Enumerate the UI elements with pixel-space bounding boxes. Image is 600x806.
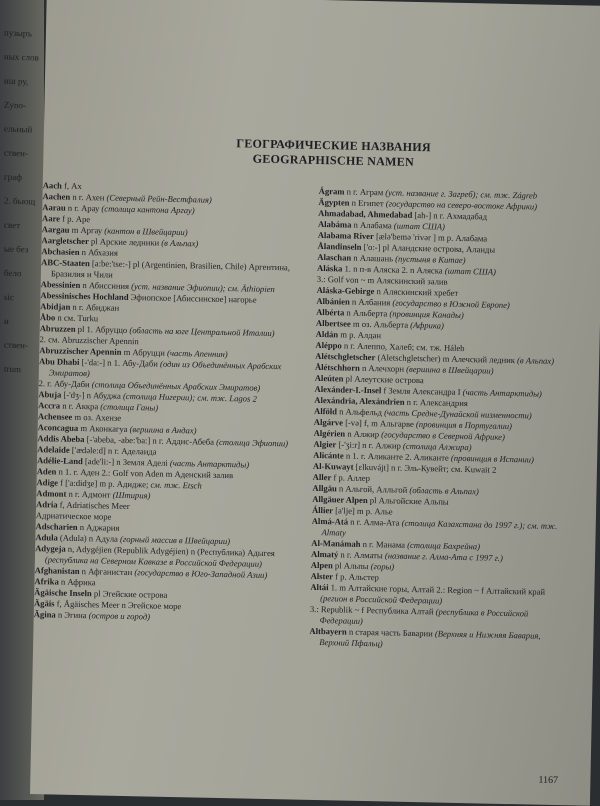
entry-headword: Accra xyxy=(38,400,61,411)
entry-translation: n Абиссиния xyxy=(80,279,132,292)
entry-note: (кантон в Швейцарии) xyxy=(104,225,188,238)
entry-note: (республика в Российской Федерации) xyxy=(319,606,529,626)
entry-headword: Alexándria, Alexándrien xyxy=(314,394,405,407)
entry-note: (горный массив в Швейцарии) xyxy=(119,533,231,547)
dictionary-entry xyxy=(309,626,571,653)
entry-note: (провинция в Португалии) xyxy=(415,419,513,432)
entry-note: (остров и город) xyxy=(88,610,151,622)
entry-note: (уст. название Эфиопии); см. Äthiopien xyxy=(131,281,275,295)
entry-headword: Abessinien xyxy=(40,279,81,290)
entry-translation: 2. г. Абу-Даби xyxy=(38,378,92,390)
entry-headword: Ålandinseln xyxy=(317,240,362,252)
entry-headword: Aachen xyxy=(42,191,71,202)
entry-translation: m Аконкагуа xyxy=(78,422,130,435)
entry-headword: Al-Kuwayt xyxy=(312,460,354,472)
entry-headword: Adula xyxy=(35,532,58,543)
entry-note: (вершина в Швейцарии) xyxy=(406,363,494,376)
heading-german: GEOGRAPHISCHE NAMEN xyxy=(252,151,415,169)
entry-translation: f Земля Александра I xyxy=(381,385,463,398)
entry-headword: Abu Dhabi xyxy=(38,356,80,367)
entry-headword: Allgäu xyxy=(312,482,337,494)
entry-translation: n Албания xyxy=(349,296,393,308)
entry-translation: (Aletschgletscher) m Алечский ледник xyxy=(375,352,518,366)
entry-note: (название г. Алма-Ата с 1997 г.) xyxy=(384,550,503,563)
entry-translation: n г. Алматы xyxy=(338,549,386,561)
entry-headword: Abidjan xyxy=(40,301,71,312)
entry-translation: Адриатическое море xyxy=(35,510,112,522)
entry-headword: Achensee xyxy=(37,411,73,422)
entry-headword: Aare xyxy=(41,213,61,224)
entry-headword: Alaschan xyxy=(317,251,352,263)
entry-headword: Ägypten xyxy=(318,196,350,208)
entry-note: (часть Средне-Дунайской низменности) xyxy=(384,407,532,421)
previous-page-text-fragment: Zyno- xyxy=(3,99,27,111)
previous-page-text-fragment: ствен- xyxy=(3,339,29,351)
previous-page-text-fragment: ельный xyxy=(3,123,33,135)
entry-translation: f, Adriatisches Meer xyxy=(57,499,130,512)
entry-headword: Abchasien xyxy=(41,246,80,257)
previous-page-text-fragment: бело xyxy=(3,267,22,279)
previous-page-text-fragment: ных слов xyxy=(3,51,40,63)
entry-translation: n Алашань xyxy=(351,252,396,264)
entry-translation: [ah-] n г. Ахмадабад xyxy=(412,209,488,222)
heading-russian: ГЕОГРАФИЧЕСКИЕ НАЗВАНИЯ xyxy=(236,136,432,155)
entry-headword: Aconcagua xyxy=(37,422,79,433)
entry-translation: n Абхазия xyxy=(79,246,119,258)
entry-note: (один из Объединённых Арабских Эмиратов) xyxy=(48,358,282,379)
entry-translation: n Альфельд xyxy=(336,406,385,418)
entry-note: (провинция Канады) xyxy=(389,308,464,321)
entry-translation: 1. n п-в Аляска 2. n Аляска xyxy=(342,263,445,276)
entry-translation: n г. Аграм xyxy=(344,186,386,198)
entry-note: (в Альпах) xyxy=(161,237,199,249)
entry-note: (столица Ганы) xyxy=(100,401,159,413)
entry-headword: Afghanistan xyxy=(34,565,80,577)
entry-headword: Aléppo xyxy=(315,339,342,351)
entry-headword: Ägäische Inseln xyxy=(34,587,92,599)
previous-page-text-fragment: 2. бьющ xyxy=(3,195,36,207)
entry-translation: pl Арские ледники xyxy=(88,236,162,248)
previous-page-text-fragment: ствен- xyxy=(3,147,29,159)
entry-headword: Alster xyxy=(310,570,334,582)
entry-headword: Aden xyxy=(36,466,57,477)
entry-translation: n Алабама xyxy=(351,219,394,231)
entry-headword: Abuja xyxy=(38,389,62,400)
entry-headword: Aach xyxy=(42,180,62,191)
entry-note: см. тж. Etsch xyxy=(150,479,202,491)
page-number: 1167 xyxy=(538,774,559,787)
entry-note: (государство в Юго-Западной Азии) xyxy=(134,567,268,580)
entry-headword: Aleúten xyxy=(314,372,344,384)
entry-headword: Adscharien xyxy=(35,521,78,532)
entry-headword: ABC-Staaten xyxy=(41,257,90,269)
entry-translation: [ælə'bemə 'rivər ] m р. Алабама xyxy=(373,231,488,244)
entry-note: (государство в Северной Африке) xyxy=(381,429,506,442)
dictionary-page xyxy=(30,0,600,806)
entry-translation: pl Альгойские Альпы xyxy=(367,495,449,507)
entry-translation: n Альберта xyxy=(344,307,390,319)
entry-headword: Algérien xyxy=(313,427,346,439)
entry-translation: [-və] f, m Альгарве xyxy=(342,417,417,430)
previous-page-text-fragment: trum xyxy=(3,363,22,375)
entry-note: (область на юге Центральной Италии) xyxy=(129,325,275,339)
entry-translation: n г. Адмонт xyxy=(66,488,113,500)
entry-translation: [a:be:'tse:-] pl (Argentinien, Brasilien, Chile) Аргентина, Бразилия и Чили xyxy=(50,258,291,280)
entry-note: (столица Объединённых Арабских Эмиратов) xyxy=(91,379,261,393)
entry-headword: Albánien xyxy=(316,295,350,307)
entry-translation: m оз. Ахензе xyxy=(72,411,122,423)
previous-page-text-fragment: sic xyxy=(3,291,15,303)
entry-translation: n Афганистан xyxy=(79,566,135,578)
entry-note: (уст. название г. Загреб); см. тж. Zágreb xyxy=(385,187,538,201)
entry-note: (столица Алжира) xyxy=(402,440,472,453)
entry-headword: Alabama River xyxy=(317,229,374,242)
entry-headword: Algier xyxy=(313,438,337,450)
entry-translation: n г. Алеппо, Халеб; см. тж. Háleb xyxy=(341,340,465,354)
entry-headword: Abruzzen xyxy=(39,323,76,334)
entry-translation: pl Альпы xyxy=(332,560,371,572)
entry-translation: f р. Альстер xyxy=(332,571,380,583)
entry-note: (столица Нигерии); см. тж. Lagos 2 xyxy=(122,390,257,404)
entry-translation: [ɛlkuvájt] n г. Эль-Кувейт; см. Kuwait 2 xyxy=(353,461,497,475)
entry-note: (Африка) xyxy=(410,319,444,331)
entry-headword: Albérta xyxy=(316,306,345,318)
entry-note: (столица Казахстана до 1997 г.); см. тж. Almaty xyxy=(321,517,558,538)
right-column xyxy=(309,186,581,653)
entry-note: (государство в Южной Европе) xyxy=(392,297,510,310)
entry-translation: f, Ах xyxy=(61,180,82,191)
previous-page-text-fragment: ые без xyxy=(3,243,29,255)
entry-translation: n г. Ахен xyxy=(70,191,107,203)
entry-headword: Almá-Atá xyxy=(311,515,349,527)
entry-headword: Abruzzischer Apennin xyxy=(39,345,122,357)
entry-translation: [-'ʒi:r] n г. Алжир xyxy=(336,439,404,451)
entry-headword: Albertsee xyxy=(315,317,351,329)
entry-translation: m р. Алдан xyxy=(338,329,382,341)
entry-headword: Åbo xyxy=(39,312,56,323)
entry-headword: Abessinisches Hochland xyxy=(40,290,129,302)
previous-page-text-fragment: пузыръ xyxy=(3,27,33,39)
entry-translation: n Эгина xyxy=(55,609,89,621)
entry-translation: n, Adygéjien (Republik Adygéjien) n (Республика) Адыгея xyxy=(65,543,275,559)
entry-note: (часть Апеннин) xyxy=(166,347,228,360)
entry-translation: 2. см. Abruzzischer Apennin xyxy=(39,334,139,347)
entry-translation: n г. Александрия xyxy=(404,396,468,409)
entry-translation: [-'abeba, -abe:'ba:] n г. Аддис-Абеба xyxy=(84,434,217,447)
entry-translation: f ['a:didʒe] m р. Адидже; xyxy=(57,477,151,490)
entry-note: (столица Эфиопии) xyxy=(216,436,289,449)
entry-translation: n г. Абиджан xyxy=(70,301,120,313)
entry-headword: Adygeja xyxy=(35,543,66,554)
entry-note: (столица кантона Аргау) xyxy=(101,203,195,216)
entry-translation: n старая часть Баварии xyxy=(346,626,436,639)
entry-headword: Adige xyxy=(36,477,59,488)
entry-headword: Alpen xyxy=(310,559,333,571)
entry-translation: f р. Аллер xyxy=(331,472,371,484)
entry-headword: Altbayern xyxy=(309,625,347,637)
entry-translation: pl Эгейские острова xyxy=(91,588,168,600)
entry-translation: ['o:-] pl Аландские острова, Аланды xyxy=(361,241,496,255)
previous-page-text-fragment: и xyxy=(3,315,10,327)
previous-page-text-fragment: свет xyxy=(3,219,21,231)
entry-note: (в Альпах) xyxy=(517,355,555,366)
entry-note: (Верхняя и Нижняя Бавария, Верхний Пфальц) xyxy=(319,628,541,649)
previous-page-text-fragment: граф xyxy=(3,171,23,183)
entry-translation: f, Ägäisches Meer n Эгейское море xyxy=(54,598,182,612)
entry-headword: Alicánte xyxy=(313,449,344,461)
entry-translation: f р. Аре xyxy=(59,213,91,225)
entry-headword: Adélie-Land xyxy=(36,455,83,467)
entry-translation: (Adula) n Адула xyxy=(57,532,121,544)
previous-page-text-fragment: иш ру, xyxy=(3,75,29,87)
entry-headword: Aller xyxy=(312,471,332,483)
entry-headword: Addis Abeba xyxy=(37,433,85,445)
entry-note: (республика на Северном Кавказе в Российской Федерации) xyxy=(44,554,263,569)
left-column xyxy=(34,180,311,626)
entry-note: (регион в Российской Федерации) xyxy=(320,593,443,606)
entry-note: (Северный Рейн-Вестфалия) xyxy=(106,192,212,205)
entry-headword: Aldán xyxy=(315,328,339,340)
entry-headword: Admont xyxy=(36,488,67,499)
entry-headword: Ålétschhorn xyxy=(314,361,361,373)
entry-headword: Állier xyxy=(311,504,334,516)
entry-headword: Altái xyxy=(310,581,329,593)
entry-translation: n г. Алма-Ата xyxy=(347,516,402,528)
entry-headword: Adria xyxy=(35,499,58,510)
entry-translation: [ade'li:-] n Земля Аделі xyxy=(82,456,171,468)
entry-translation: 1. m Алтайские горы, Алтай 2.: Region ~ f Алтайский край xyxy=(328,582,546,597)
entry-headword: Alexánder-I.-Insel xyxy=(314,383,382,396)
entry-translation: [-'da:-] n 1. Абу-Даби xyxy=(79,356,161,369)
entry-headword: Ahmadabad, Ahmedabad xyxy=(318,207,413,220)
entry-note: (часть Антарктиды) xyxy=(462,387,542,399)
entry-translation: n г. Аккра xyxy=(59,400,101,412)
entry-translation: pl 1. Абруццо xyxy=(75,323,130,336)
entry-headword: Aláska xyxy=(316,262,343,274)
entry-translation: n г. Арау xyxy=(65,202,102,214)
entry-translation: [a'lje] m р. Алье xyxy=(332,505,393,517)
entry-translation: m Абруцци xyxy=(121,346,168,358)
entry-note: (Штирия) xyxy=(112,489,151,501)
entry-headword: Ägina xyxy=(33,609,56,620)
entry-translation: n Аджария xyxy=(77,521,120,533)
entry-headword: Alföld xyxy=(313,405,338,417)
entry-note: (штат США) xyxy=(393,220,446,232)
entry-note: (штат США) xyxy=(444,265,497,277)
entry-headword: Aargletscher xyxy=(41,235,89,247)
entry-translation: m оз. Альберта xyxy=(350,318,411,330)
entry-translation: m Аргау xyxy=(69,224,105,236)
entry-note: (провинция в Испании) xyxy=(450,452,534,465)
entry-translation: n Африка xyxy=(58,576,96,588)
entry-note: (горы) xyxy=(370,561,395,572)
entry-headword: Aargau xyxy=(41,224,70,235)
entry-headword: Algárve xyxy=(313,416,344,428)
entry-headword: Ágram xyxy=(318,185,345,197)
entry-headword: Aarau xyxy=(42,202,66,213)
entry-note: (часть Антарктиды) xyxy=(169,457,250,470)
entry-translation: pl Алеутские острова xyxy=(343,373,424,386)
entry-headword: Adelaide xyxy=(37,444,70,455)
entry-translation: n 1. г. Аден 2.: Golf von Aden m Аденский залив xyxy=(56,466,234,481)
entry-headword: Alétschgletscher xyxy=(315,350,376,363)
entry-translation: n 1. г. Аликанте 2. Аликанте xyxy=(343,450,451,463)
entry-translation: 3.: Golf von ~ m Аляскинский залив xyxy=(316,273,448,287)
entry-translation: n Аляскинский хребет xyxy=(374,286,459,298)
entry-headword: Almatý xyxy=(310,548,339,560)
entry-translation: ['ædəle:d] n г. Аделаида xyxy=(69,444,157,457)
entry-headword: Alabáma xyxy=(317,218,352,230)
entry-translation: 3.: Republik ~ f Республика Алтай xyxy=(309,603,436,617)
entry-translation: n г. Манама xyxy=(360,538,408,550)
entry-translation: Эфиопское [Абиссинское] нагорье xyxy=(128,291,257,305)
entry-note: (государство на северо-востоке Африки) xyxy=(385,198,538,212)
entry-translation: n см. Turku xyxy=(55,312,99,324)
entry-headword: Afrika xyxy=(34,576,59,587)
entry-note: (область в Альпах) xyxy=(409,484,479,497)
entry-translation: n Алечхорн xyxy=(359,362,407,374)
entry-headword: Aláska-Gebirge xyxy=(316,284,375,297)
entry-translation: n Египет xyxy=(349,197,386,209)
entry-translation: [-'dʒ-] n Абуджа xyxy=(61,389,124,401)
entry-headword: Al-Manámah xyxy=(311,537,361,549)
entry-translation: n Альгой, Алльгой xyxy=(336,483,410,495)
section-heading xyxy=(193,135,474,171)
entry-note: (вершина в Андах) xyxy=(129,424,197,436)
entry-headword: Ägäis xyxy=(33,598,55,609)
entry-translation: n Алжир xyxy=(345,428,382,440)
entry-note: (столица Бахрейна) xyxy=(407,539,481,552)
entry-note: (пустыня в Китае) xyxy=(395,253,466,266)
entry-headword: Allgäuer Alpen xyxy=(312,493,368,506)
